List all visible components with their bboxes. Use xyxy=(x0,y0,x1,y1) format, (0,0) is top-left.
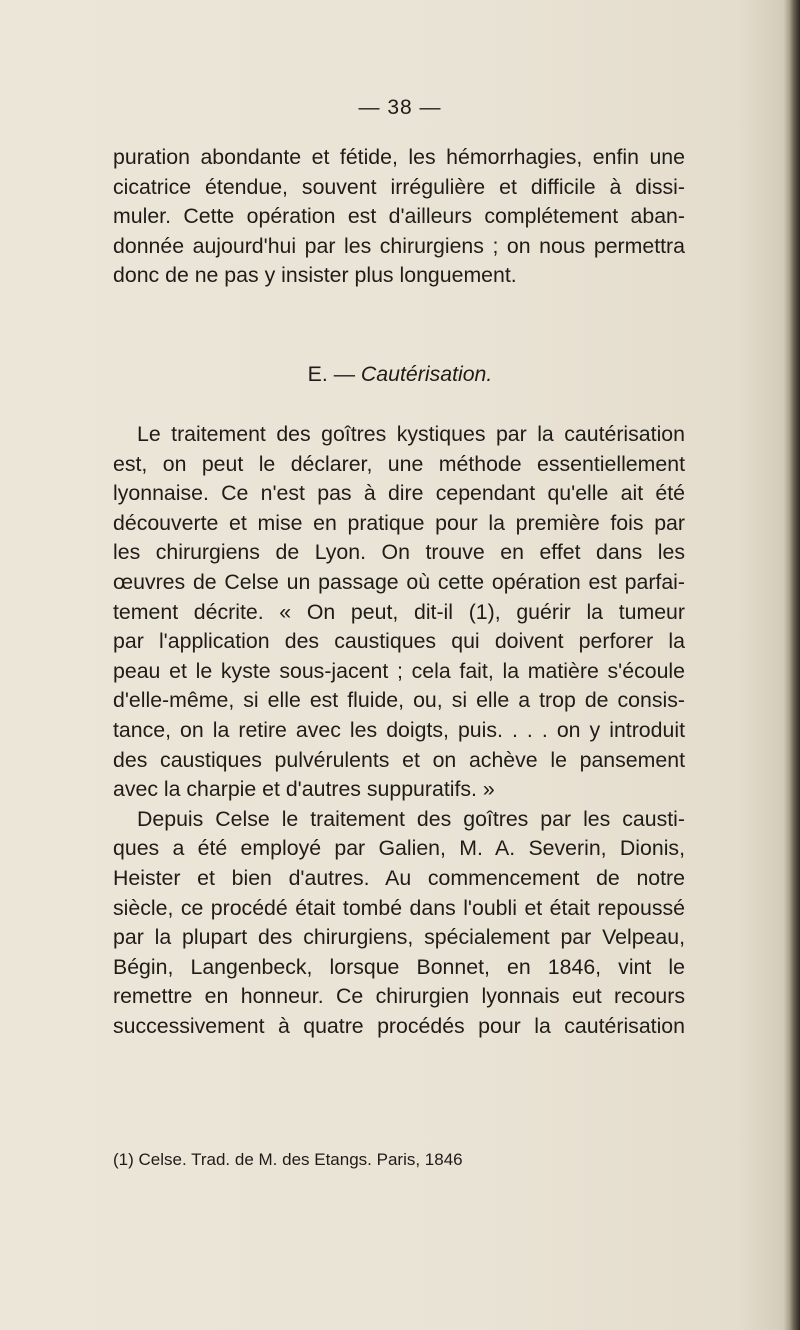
text-line: remettre en honneur. Ce chirurgien lyonnais eut recours xyxy=(113,984,685,1009)
page-edge-shadow xyxy=(784,0,800,1330)
section-heading xyxy=(0,362,800,387)
paragraph-2 xyxy=(113,420,685,1041)
page-number: — 38 — xyxy=(358,96,442,119)
text-line: cicatrice étendue, souvent irrégulière et difficile à dissi- xyxy=(113,174,685,199)
text-line: avec la charpie et d'autres suppuratifs. » xyxy=(113,777,495,802)
text-line: par l'application des caustiques qui doivent perforer la xyxy=(113,629,685,654)
text-line: découverte et mise en pratique pour la première fois par xyxy=(113,510,685,535)
text-line: Bégin, Langenbeck, lorsque Bonnet, en 1846, vint le xyxy=(113,954,685,979)
section-prefix: E. — xyxy=(307,362,361,386)
text-line: puration abondante et fétide, les hémorrhagies, enfin une xyxy=(113,145,685,169)
footnote: (1) Celse. Trad. de M. des Etangs. Paris, 1846 xyxy=(113,1150,463,1169)
text-line: peau et le kyste sous-jacent ; cela fait, la matière s'écoule xyxy=(113,658,685,683)
text-line: les chirurgiens de Lyon. On trouve en effet dans les xyxy=(113,540,685,565)
text-line: tance, on la retire avec les doigts, puis. . . . on y introduit xyxy=(113,717,685,742)
text-line: donc de ne pas y insister plus longuement. xyxy=(113,263,517,288)
text-line: tement décrite. « On peut, dit-il (1), guérir la tumeur xyxy=(113,599,685,624)
text-line: par la plupart des chirurgiens, spécialement par Velpeau, xyxy=(113,925,685,950)
text-line: muler. Cette opération est d'ailleurs complétement aban- xyxy=(113,204,685,229)
text-line: ques a été employé par Galien, M. A. Severin, Dionis, xyxy=(113,836,685,861)
text-line: d'elle-même, si elle est fluide, ou, si elle a trop de consis- xyxy=(113,688,685,713)
text-line: est, on peut le déclarer, une méthode essentiellement xyxy=(113,451,685,476)
text-line: donnée aujourd'hui par les chirurgiens ; on nous permettra xyxy=(113,233,685,258)
text-line: successivement à quatre procédés pour la cautérisation xyxy=(113,1013,685,1038)
section-title: Cautérisation. xyxy=(360,362,493,386)
text-line: Le traitement des goîtres kystiques par la cautérisation xyxy=(137,422,685,446)
text-line: œuvres de Celse un passage où cette opération est parfai- xyxy=(113,569,685,594)
text-line: des caustiques pulvérulents et on achève le pansement xyxy=(113,747,685,772)
text-line: lyonnaise. Ce n'est pas à dire cependant qu'elle ait été xyxy=(113,481,685,506)
text-line: Heister et bien d'autres. Au commencement de notre xyxy=(113,865,685,890)
paragraph-1 xyxy=(113,143,685,291)
text-line: Depuis Celse le traitement des goîtres par les causti- xyxy=(137,806,685,831)
text-line: siècle, ce procédé était tombé dans l'oubli et était repoussé xyxy=(113,895,685,920)
